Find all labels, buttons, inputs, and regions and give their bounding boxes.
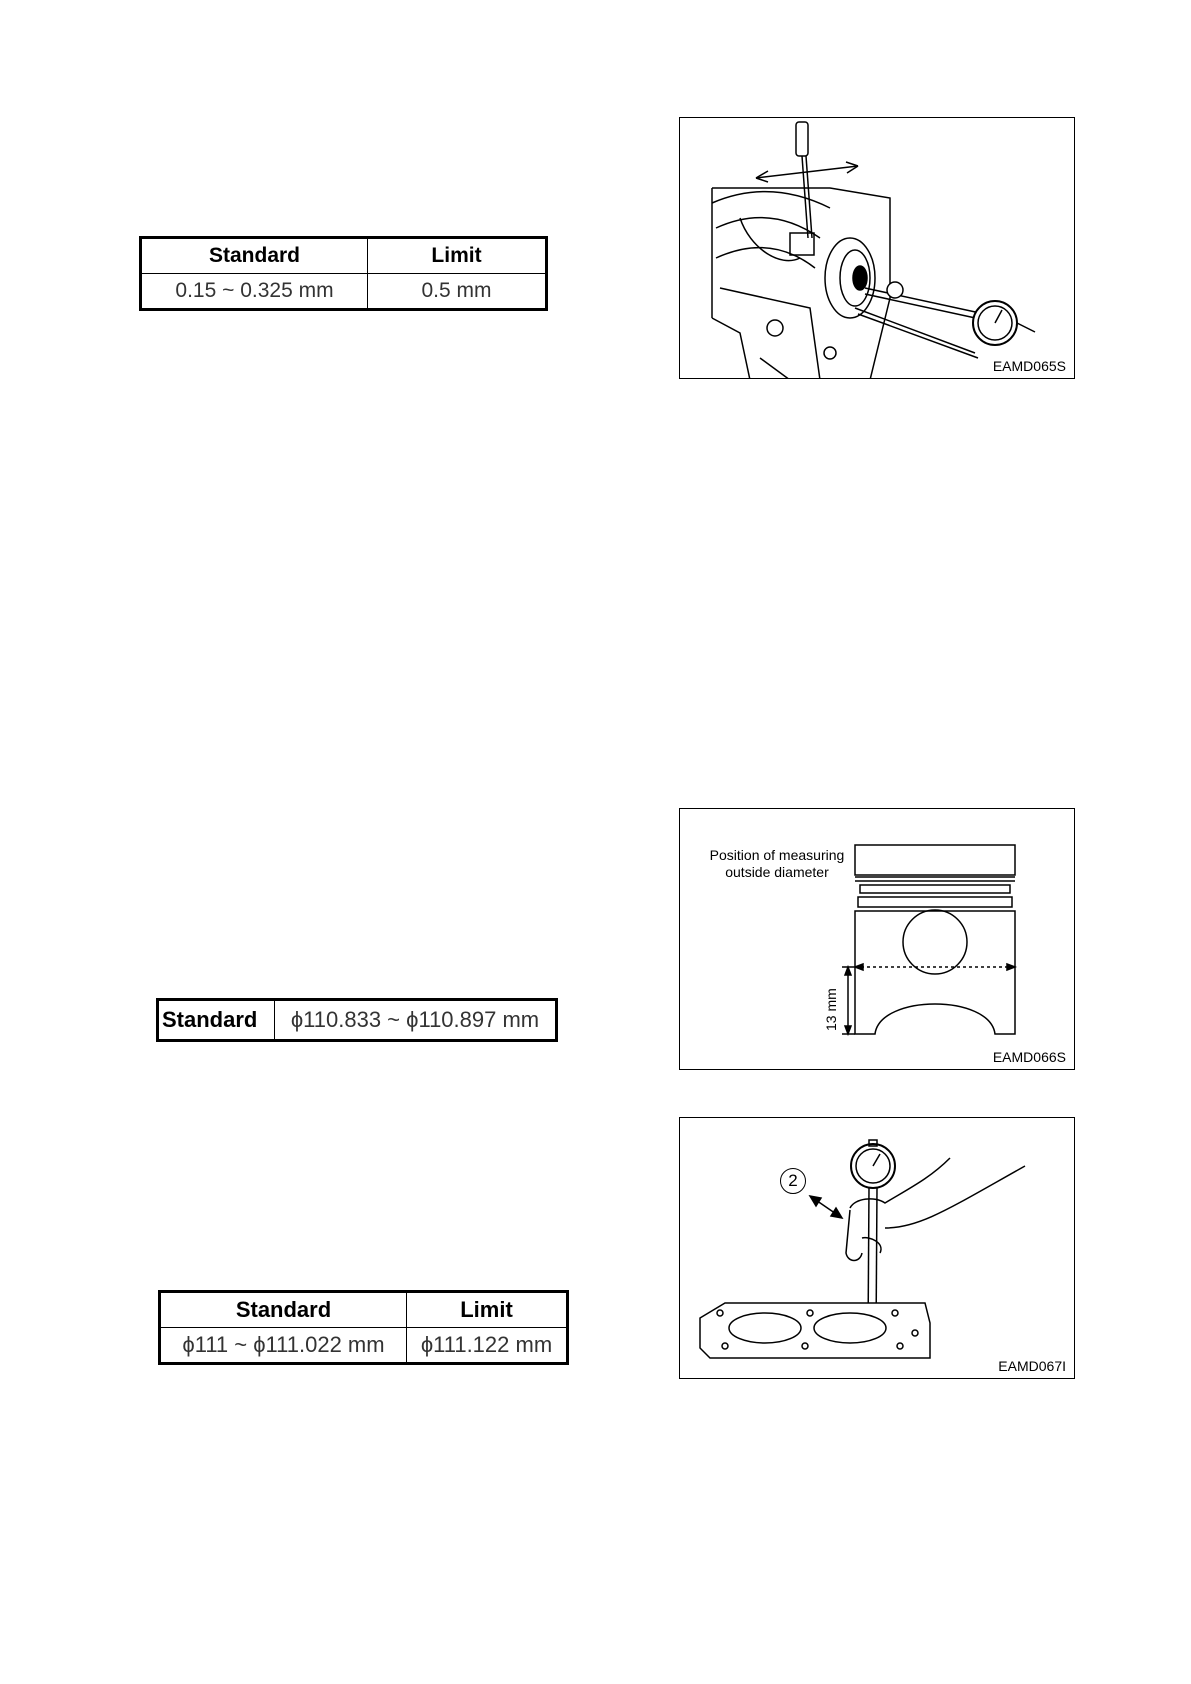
crankshaft-end-play-spec-table [139, 236, 548, 311]
limit-value: ϕ111.122 mm [407, 1328, 568, 1364]
figure-code: EAMD065S [992, 358, 1066, 374]
limit-header: Limit [368, 238, 547, 274]
table-row [160, 1328, 568, 1364]
cylinder-bore-spec-table [158, 1290, 569, 1365]
label-line-2: outside diameter [725, 864, 829, 880]
figure-piston-measuring-position [679, 808, 1075, 1070]
standard-header: Standard [160, 1292, 407, 1328]
standard-value: ϕ110.833 ~ ϕ110.897 mm [275, 1000, 557, 1041]
limit-value: 0.5 mm [368, 274, 547, 310]
bore-gauge-illustration [680, 1118, 1075, 1379]
table-row [141, 274, 547, 310]
standard-header: Standard [141, 238, 368, 274]
table-header-row [160, 1292, 568, 1328]
label-line-1: Position of measuring [709, 847, 845, 863]
piston-diameter-spec-table [156, 998, 558, 1042]
figure-crankshaft-end-play [679, 117, 1075, 379]
figure-code: EAMD066S [992, 1049, 1066, 1065]
measuring-position-label [702, 847, 852, 881]
crankshaft-dial-gauge-illustration [680, 118, 1075, 379]
standard-value: ϕ111 ~ ϕ111.022 mm [160, 1328, 407, 1364]
table-row [158, 1000, 557, 1041]
callout-number: 2 [780, 1168, 806, 1194]
figure-cylinder-bore-gauge [679, 1117, 1075, 1379]
dimension-label: 13 mm [823, 988, 839, 1031]
standard-value: 0.15 ~ 0.325 mm [141, 274, 368, 310]
standard-header: Standard [158, 1000, 275, 1041]
table-header-row [141, 238, 547, 274]
figure-code: EAMD067I [998, 1358, 1066, 1374]
limit-header: Limit [407, 1292, 568, 1328]
